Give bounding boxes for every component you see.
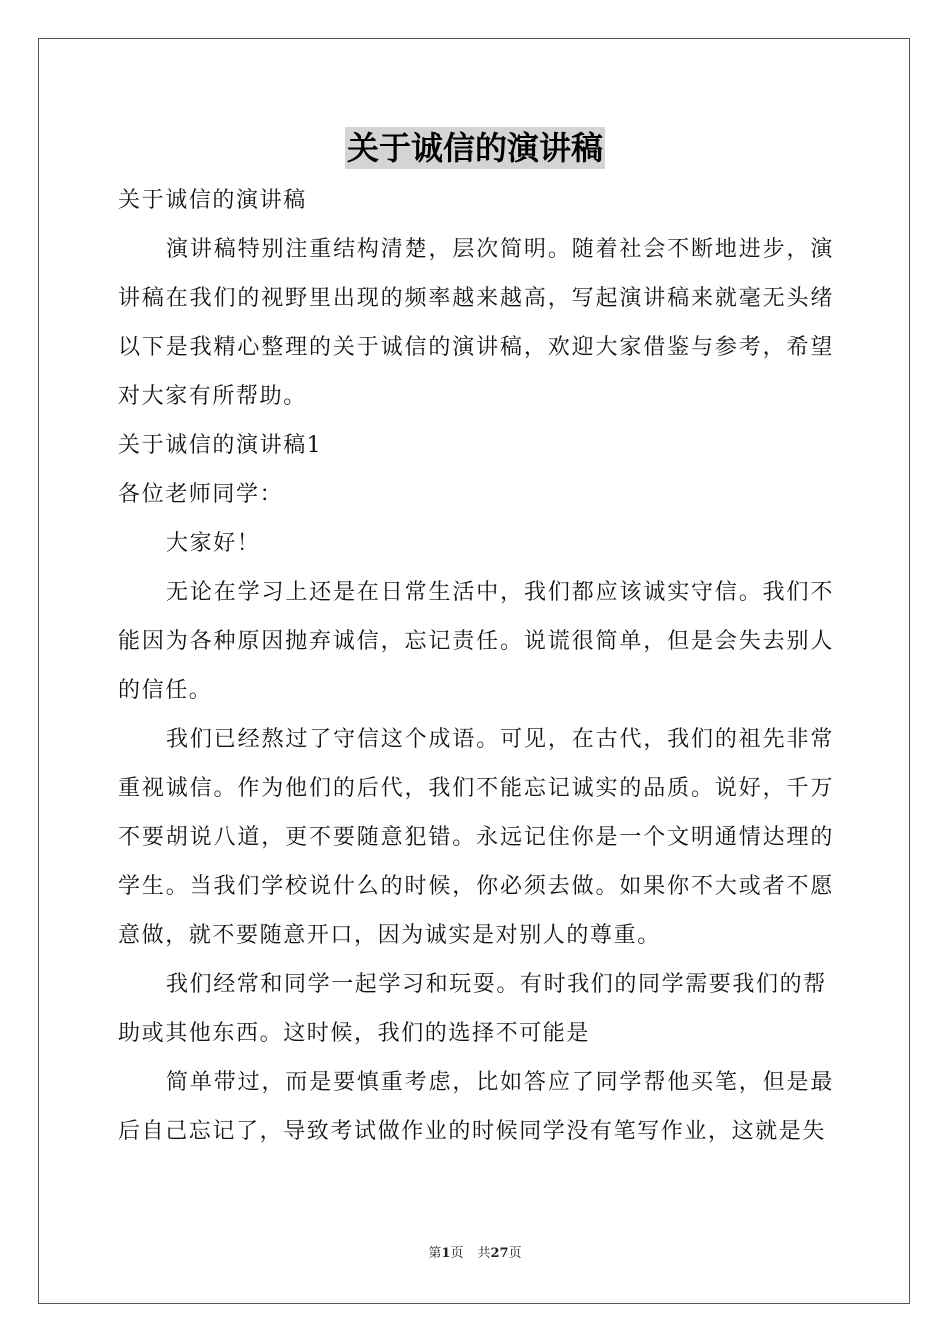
intro-paragraph: 演讲稿特别注重结构清楚，层次简明。随着社会不断地进步，演讲稿在我们的视野里出现的频率越来越高，写起演讲稿来就毫无头绪以下是我精心整理的关于诚信的演讲稿，欢迎大家借鉴与参考，希望对大家有所帮助。	[118, 237, 834, 409]
page-suffix: 页	[450, 1246, 464, 1261]
body-paragraph-2: 我们已经熬过了守信这个成语。可见，在古代，我们的祖先非常重视诚信。作为他们的后代，我们不能忘记诚实的品质。说好，千万不要胡说八道，更不要随意犯错。永远记住你是一个文明通情达理的学生。当我们学校说什么的时候，你必须去做。如果你不大或者不愿意做，就不要随意开口，因为诚实是对别人的尊重。	[118, 727, 834, 948]
title-container	[0, 127, 950, 169]
section-heading: 关于诚信的演讲稿1	[118, 433, 323, 458]
salutation: 各位老师同学：	[118, 482, 284, 507]
total-suffix: 页	[508, 1246, 522, 1261]
page-footer	[0, 1244, 950, 1264]
greeting: 大家好！	[166, 531, 261, 556]
subtitle-paragraph: 关于诚信的演讲稿	[118, 188, 307, 213]
current-page-number: 1	[441, 1246, 451, 1261]
total-pages-number: 27	[490, 1246, 509, 1261]
body-paragraph-3: 我们经常和同学一起学习和玩耍。有时我们的同学需要我们的帮助或其他东西。这时候，我们的选择不可能是	[118, 972, 827, 1046]
page-prefix: 第	[428, 1246, 442, 1261]
body-paragraph-4: 简单带过，而是要慎重考虑，比如答应了同学帮他买笔，但是最后自己忘记了，导致考试做作业的时候同学没有笔写作业，这就是失	[118, 1070, 834, 1144]
document-title: 关于诚信的演讲稿	[346, 129, 603, 167]
document-body	[118, 176, 834, 1156]
body-paragraph-1: 无论在学习上还是在日常生活中，我们都应该诚实守信。我们不能因为各种原因抛弃诚信，忘记责任。说谎很简单，但是会失去别人的信任。	[118, 580, 834, 703]
total-prefix: 共	[477, 1246, 491, 1261]
